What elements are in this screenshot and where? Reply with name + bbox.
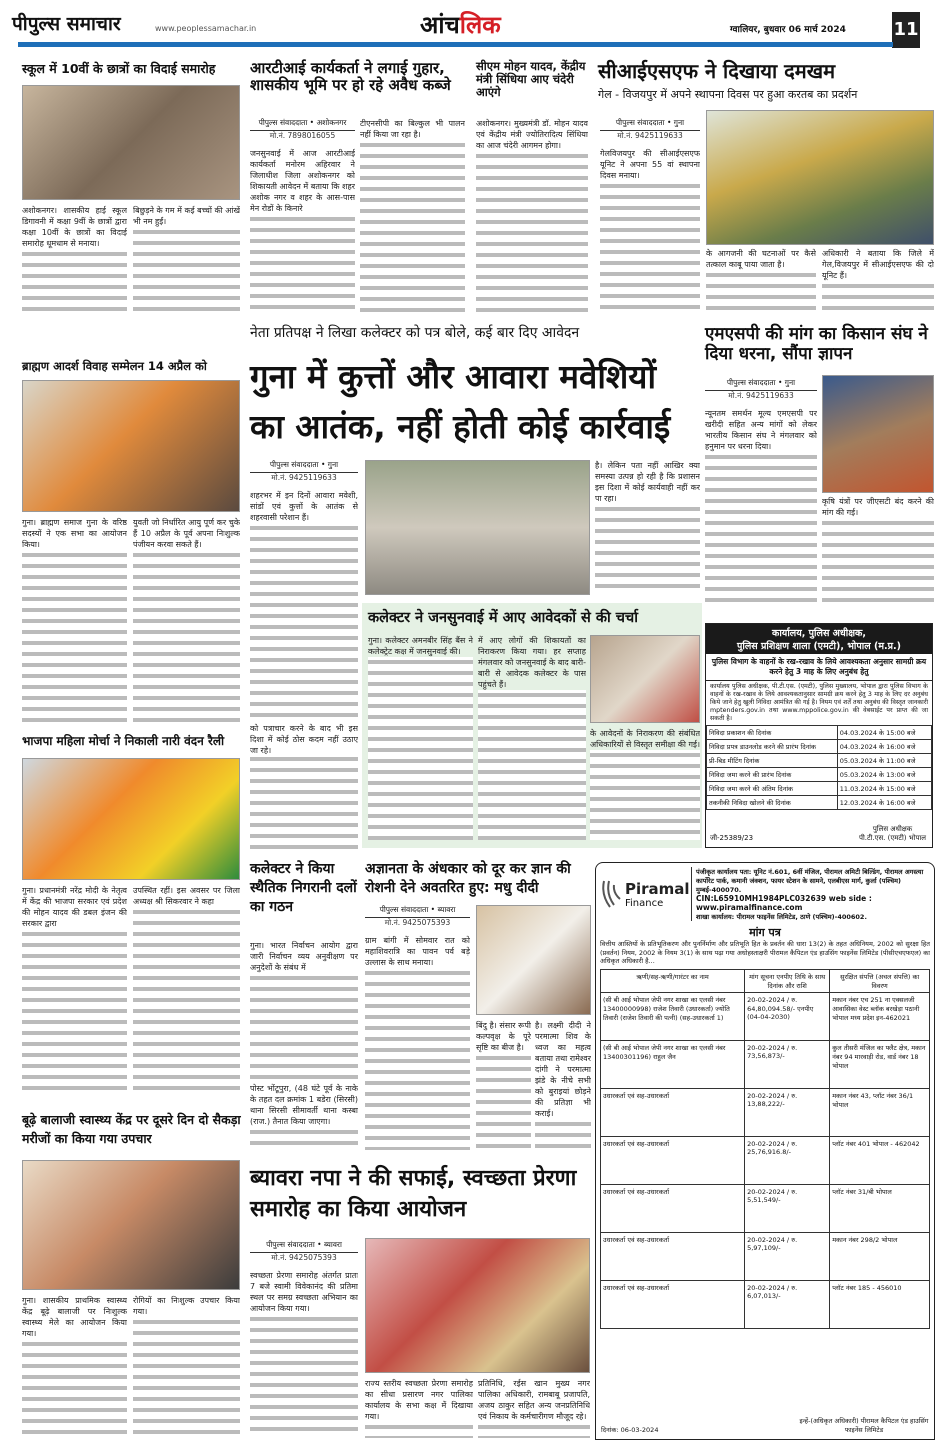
notice-intro: वित्तीय आस्तियों के प्रतिभूतिकरण और पुनर्निर्माण और प्रतिभूति हित के प्रवर्तन की धारा 13(2) के तहत अधिनियम, 2002 को सुरक्षा हित (प्रवर्तन) नियम, 2002 के नियम 3(1) के साथ पढ़ा गया अधोहस्ताक्षरी पीरामल कैपिटल एंड हाउसिंग फाइनेंस लिमिटेड (पीसीएचएफएल) का अधिकृत अधिकारी है... <box>600 940 930 965</box>
table-row <box>707 726 932 740</box>
registered-address: पंजीकृत कार्यालय पता: यूनिट नं.601, 6वीं मंजिल, पीरामल अमिटी बिल्डिंग, पीरामल अगस्त्या कार्पोरेट पार्क, कमानी जंक्शन, फायर स्टेशन के सामने, एलबीएस मार्ग, कुर्ला (पश्चिम) मुम्बई-400070. <box>696 868 924 894</box>
table-cell: प्री-बिड मीटिंग दिनांक <box>707 754 838 768</box>
notice-signature: इन्हें-(अधिकृत अधिकारी) पीरामल कैपिटल एंड हाउसिंग फाइनेंस लिमिटेड <box>799 1417 929 1434</box>
headline: सीएम मोहन यादव, केंद्रीय मंत्री सिंधिया आए चंदेरी आएंगे <box>476 59 586 100</box>
photo-brahman-meeting <box>22 380 240 512</box>
table-cell: उधारकर्ता एवं सह-उधारकर्ता <box>601 1088 745 1136</box>
table-cell: मकान नंबर 43, प्लॉट नंबर 36/1 भोपाल <box>830 1088 930 1136</box>
table-cell: प्लॉट नंबर 31/बी भोपाल <box>830 1184 930 1232</box>
photo-stray-cattle <box>365 460 590 595</box>
article-body: गुना। शासकीय प्राथमिक स्वास्थ्य केंद्र बूढ़े बालाजी पर निःशुल्क स्वास्थ्य मेले का आयोजन किया गया। <box>22 1295 127 1435</box>
piramal-logo <box>600 867 692 921</box>
tender-office-line: पुलिस प्रशिक्षण शाला (एमटी), भोपाल (म.प्र.) <box>737 641 901 652</box>
table-cell: निविदा प्रपत्र डाउनलोड करने की प्रारंभ दिनांक <box>707 740 838 754</box>
headline: सीआईएसएफ ने दिखाया दमखम <box>598 59 836 83</box>
phone: मो.नं. 9425075393 <box>271 1253 337 1262</box>
photo-collector-meeting <box>590 635 700 723</box>
headline: बूढ़े बालाजी स्वास्थ्य केंद्र पर दूसरे दिन दो सैकड़ा मरीजों का किया गया उपचार <box>22 1112 241 1146</box>
tender-office <box>706 624 932 654</box>
headline: अज्ञानता के अंधकार को दूर कर ज्ञान की रोशनी देने अवतरित हुए: मधु दीदी <box>365 861 571 896</box>
section-part-red: लिक <box>459 11 501 39</box>
article-body: गुना। भारत निर्वाचन आयोग द्वारा जारी निर्वाचन व्यय अनुवीक्षण पर अनुदेशों के संबंध में पोस्ट भोंटूपुरा, (48 घंटे पूर्व के नाके के तहत दल क्रमांक 1 बडेरा (सिरसी) थाना सिरसी सीमावर्ती थाना कस्बा (राज.) तैनात किया जाएगा। <box>250 940 358 1150</box>
headline: स्कूल में 10वीं के छात्रों का विदाई समारोह <box>22 61 216 76</box>
article-body: जनसुनवाई में आज आरटीआई कार्यकर्ता मनोरम अहिरवार ने जिलाधीश जिला अशोकनगर को शिकायती आवेदन में बताया कि शहर अशोक नगर व शहर के आस-पास मेन रोडों के किनारे <box>250 148 355 315</box>
brand-name: Piramal <box>625 879 690 898</box>
article-body: गुना। ब्राह्मण समाज गुना के वरिष्ठ सदस्यों ने एक सभा का आयोजन किया। <box>22 517 127 722</box>
photo-cisf-drill <box>706 110 934 245</box>
table-cell: 04.03.2024 के 15:00 बजे <box>837 726 931 740</box>
table-cell: (सी बी आई भोपाल जेपी नगर शाखा का एलसी नंबर 13400000998) राजेश तिवारी (उधारकर्ता) ज्योति तिवारी (राजेश तिवारी की पत्नी) (सह-उधारकर्ता 1) <box>601 992 745 1040</box>
table-cell: उधारकर्ता एवं सह-उधारकर्ता <box>601 1136 745 1184</box>
table-cell: मकान नंबर 298/2 भोपाल <box>830 1232 930 1280</box>
tender-ref: जी-25389/23 <box>710 834 754 842</box>
column-header: ऋणी/सह-ऋणी/गारंटर का नाम <box>601 969 745 992</box>
byline: पीपुल्स संवाददाता • गुना <box>600 118 700 131</box>
table-row <box>707 782 932 796</box>
table-cell: उधारकर्ता एवं सह-उधारकर्ता <box>601 1280 745 1328</box>
table-cell: 20-02-2024 / रु. 25,76,916.8/- <box>745 1136 830 1184</box>
section-part: आंच <box>420 11 460 39</box>
article-body: में आए लोगों की शिकायतों का निराकरण किया गया। हर सप्ताह मंगलवार को जनसुनवाई के बाद बारी-बारी से आवेदक कलेक्टर के पास पहुंचते हैं। <box>478 635 586 840</box>
table-row <box>601 1040 930 1088</box>
table-cell: 20-02-2024 / रु. 13,88,222/- <box>745 1088 830 1136</box>
article-body: स्वच्छता प्रेरणा समारोह अंतर्गत प्रातः 7 बजे स्वामी विवेकानंद की प्रतिमा स्थल पर समग्र स्वच्छता अभियान का आयोजन किया गया। <box>250 1270 358 1438</box>
table-cell: कुल तीसरी मंजिल का फ्लैट क्षेत्र, मकान नंबर 94 मारवाड़ी रोड, वार्ड नंबर 18 भोपाल <box>830 1040 930 1088</box>
table-cell: निविदा प्रकाशन की दिनांक <box>707 726 838 740</box>
masthead <box>0 0 945 48</box>
tender-body: कार्यालय पुलिस अधीक्षक, पी.टी.एस. (एमटी), पुलिस मुख्यालय, भोपाल द्वारा पुलिस विभाग के वाहनों के रख-रखाव के लिये आवश्यकतानुसार सामग्री क्रय करने हेतु 3 माह के लिए दर अनुबंध किये जाने हेतु खुली निविदा आमंत्रित की गई है। नियम एवं शर्तें तथा अनुबंध की विस्तृत जानकारी mptenders.gov.in तथा www.mppolice.gov.in की वेबसाईट पर प्राप्त की जा सकती है। <box>710 683 928 722</box>
headline: ब्राह्मण आदर्श विवाह सम्मेलन 14 अप्रैल को <box>22 359 207 373</box>
table-cell: 05.03.2024 के 11:00 बजे <box>837 754 931 768</box>
table-cell: निविदा जमा करने की अंतिम दिनांक <box>707 782 838 796</box>
piramal-demand-notice <box>595 862 935 1440</box>
article-body: गुना। प्रधानमंत्री नरेंद्र मोदी के नेतृत्व में केंद्र की भाजपा सरकार एवं प्रदेश की मोहन यादव की डबल इंजन की सरकार द्वारा <box>22 885 127 1090</box>
phone: मो.नं. 9425119633 <box>271 473 337 482</box>
column-header: मांग सूचना एनपीए तिथि के साथ दिनांक और राशि <box>745 969 830 992</box>
table-cell: 20-02-2024 / रु. 73,56,873/- <box>745 1040 830 1088</box>
page-number: 11 <box>892 12 920 48</box>
tender-dates-table <box>706 725 932 810</box>
headline: भाजपा महिला मोर्चा ने निकाली नारी वंदन रैली <box>22 734 225 748</box>
newspaper-logo: पीपुल्स समाचार <box>12 13 121 35</box>
lead-headline: गुना में कुत्तों और आवारा मवेशियों का आतंक, नहीं होती कोई कार्रवाई <box>250 357 671 446</box>
table-cell: 20-02-2024 / रु. 64,80,094.58/- एनपीए (04-04-2030) <box>745 992 830 1040</box>
photo-students <box>22 85 240 200</box>
headline: आरटीआई कार्यकर्ता ने लगाई गुहार, शासकीय भूमि पर हो रहे अवैध कब्जे <box>250 59 451 95</box>
tender-office-line: कार्यालय, पुलिस अधीक्षक, <box>772 628 866 639</box>
kicker: नेता प्रतिपक्ष ने लिखा कलेक्टर को पत्र बोले, कई बार दिए आवेदन <box>250 325 580 341</box>
signatory-office: पी.टी.एस. (एमटी) भोपाल <box>859 834 926 842</box>
website: www.peoplessamachar.in <box>155 24 257 33</box>
piramal-logo-icon <box>600 879 622 909</box>
column-header: सुरक्षित संपत्ति (अचल संपत्ति) का विवरण <box>830 969 930 992</box>
phone: मो.नं. 7898016055 <box>269 131 336 140</box>
table-row <box>707 796 932 810</box>
signatory-title: पुलिस अधीक्षक <box>872 825 913 833</box>
table-cell: उधारकर्ता एवं सह-उधारकर्ता <box>601 1232 745 1280</box>
table-cell: तकनीकी निविदा खोलने की दिनांक <box>707 796 838 810</box>
article-body: के आगजनी की घटनाओं पर कैसे तत्काल काबू पाया जाता है। <box>706 248 816 315</box>
table-cell: 05.03.2024 के 13:00 बजे <box>837 768 931 782</box>
table-row <box>707 740 932 754</box>
table-cell: प्लॉट नंबर 401 भोपाल - 462042 <box>830 1136 930 1184</box>
tender-signature <box>859 825 926 843</box>
headline: एमएसपी की मांग का किसान संघ ने दिया धरना, सौंपा ज्ञापन <box>705 324 928 364</box>
table-cell: 20-02-2024 / रु. 5,97,109/- <box>745 1232 830 1280</box>
blue-rule <box>18 42 893 47</box>
table-row <box>601 992 930 1040</box>
table-row <box>601 1136 930 1184</box>
table-cell: उधारकर्ता एवं सह-उधारकर्ता <box>601 1184 745 1232</box>
photo-farmers-protest <box>822 375 934 493</box>
headline: कलेक्टर ने किया स्थैतिक निगरानी दलों का गठन <box>250 861 357 915</box>
brand-sub: Finance <box>625 897 664 909</box>
table-cell: (सी बी आई भोपाल जेपी नगर शाखा का एलसी नंबर 13400301196) राहुल जैन <box>601 1040 745 1088</box>
article-body: अधिकारी ने बताया कि जिले में गेल,विजयपुर में सीआईएसएफ की दो यूनिट हैं। <box>822 248 934 315</box>
article-body: ग्राम बांगी में सोमवार रात को महाशिवरात्रि का पावन पर्व बड़े उल्लास के साथ मनाया। <box>365 935 470 1150</box>
table-cell: मकान नंबर एच 251 ना एक्सलजी आवासिका वेस्ट ब्लॉक बरखेड़ा पठानी भोपाल मध्य प्रदेश इन-462021 <box>830 992 930 1040</box>
photo-health-camp <box>22 1160 240 1290</box>
article-body: उपस्थित रहीं। इस अवसर पर जिला अध्यक्ष श्री सिकरवार ने कहा <box>133 885 240 1090</box>
table-row <box>707 768 932 782</box>
article-body: युवती जो निर्धारित आयु पूर्ण कर चुके हैं 10 अप्रैल के पूर्व अपना निःशुल्क पंजीयन करवा सकते हैं। <box>133 517 240 722</box>
police-tender-notice <box>705 623 933 848</box>
table-cell: 04.03.2024 के 16:00 बजे <box>837 740 931 754</box>
table-cell: 11.03.2024 के 15:00 बजे <box>837 782 931 796</box>
article-body: गुना। कलेक्टर अमनबीर सिंह बैंस ने कलेक्ट्रेट कक्ष में जनसुनवाई की। <box>368 635 473 840</box>
table-cell: प्लॉट नंबर 185 - 456010 <box>830 1280 930 1328</box>
demand-table <box>600 969 930 1329</box>
article-body: बिछुड़ने के गम में कई बच्चों की आंखें भी नम हुईं। <box>133 205 240 315</box>
table-row <box>601 1280 930 1328</box>
table-row <box>601 1232 930 1280</box>
photo-nari-vandan-rally <box>22 758 240 880</box>
article-body: बिंदु है। संसार रूपी कल्पवृक्ष के पूरे सृष्टि का बीज है। <box>476 1020 531 1150</box>
notice-title: मांग पत्र <box>749 926 781 939</box>
photo-swachhta-event <box>365 1238 590 1373</box>
article-body: न्यूनतम समर्थन मूल्य एमएसपी पर खरीदी सहित अन्य मांगों को लेकर भारतीय किसान संघ ने मंगलवार को हनुमान पर धरना दिया। <box>705 408 817 608</box>
article-body: अशोकनगर। शासकीय हाई स्कूल डिगावनी में कक्षा 9वीं के छात्रों द्वारा कक्षा 10वीं के छात्रों का विदाई समारोह धूमधाम से मनाया। <box>22 205 127 315</box>
table-row <box>601 1088 930 1136</box>
article-body: कृषि यंत्रों पर जीएसटी बंद करने की मांग की गई। <box>822 496 934 608</box>
table-cell: 20-02-2024 / रु. 5,51,549/- <box>745 1184 830 1232</box>
piramal-header <box>596 863 934 925</box>
table-row <box>601 1184 930 1232</box>
article-body: टीएनसीपी का बिल्कुल भी पालन नहीं किया जा रहा है। <box>360 118 465 315</box>
article-body: है। लक्ष्मी दीदी ने परमात्मा शिव के ध्वज का महत्व बताया तथा रामेश्वर दांगी ने परमात्मा झंडे के नीचे सभी को बुराइयां छोड़ने की प्रतिज्ञा भी कराई। <box>535 1020 591 1150</box>
byline: पीपुल्स संवाददाता • ब्यावरा <box>365 905 470 918</box>
table-row <box>707 754 932 768</box>
article-body: प्रतिनिधि, रईस खान मुख्य नगर पालिका अधिकारी, रामबाबू प्रजापति, अजय ठाकुर सहित अन्य जनप्रतिनिधि एवं निकाय के कर्मचारीगण मौजूद रहे। <box>478 1378 590 1438</box>
phone: मो.नं. 9425119633 <box>728 391 794 400</box>
tender-subject: पुलिस विभाग के वाहनों के रख-रखाव के लिये आवश्यकता अनुसार सामग्री क्रय करने हेतु 3 माह के लिए अनुबंध हेतु <box>706 654 932 681</box>
article-body: राज्य स्तरीय स्वच्छता प्रेरणा समारोह का सीधा प्रसारण नगर पालिका कार्यालय के सभा कक्ष में दिखाया गया। <box>365 1378 473 1438</box>
byline: पीपुल्स संवाददाता • गुना <box>250 460 358 473</box>
article-body: के आवेदनों के निराकरण की संबंधित अधिकारियों से विस्तृत समीक्षा की गई। <box>590 728 700 840</box>
byline: पीपुल्स संवाददाता • गुना <box>705 378 817 391</box>
byline: पीपुल्स संवाददाता • ब्यावरा <box>250 1240 358 1253</box>
table-cell: निविदा जमा करने की प्रारंभ दिनांक <box>707 768 838 782</box>
dateline: ग्वालियर, बुधवार 06 मार्च 2024 <box>730 25 846 35</box>
photo-shivratri <box>476 905 591 1015</box>
byline: पीपुल्स संवाददाता • अशोकनगर <box>250 118 355 131</box>
branch-address: शाखा कार्यालय: पीरामल फाइनेंस लिमिटेड, ठाणे (पश्चिम)-400602. <box>696 913 867 921</box>
headline: ब्यावरा नपा ने की सफाई, स्वच्छता प्रेरणा समारोह का किया आयोजन <box>250 1166 577 1222</box>
phone: मो.नं. 9425075393 <box>384 918 451 927</box>
table-cell: 12.03.2024 के 16:00 बजे <box>837 796 931 810</box>
phone: मो.नं. 9425119633 <box>617 131 683 140</box>
section-title <box>420 12 501 40</box>
cin-website: CIN:L65910MH1984PLC032639 web side : www.piramalfinance.com <box>696 894 872 912</box>
article-body: गेलविजयपुर की सीआईएसएफ यूनिट ने अपना 55 वां स्थापना दिवस मनाया। <box>600 148 700 315</box>
article-body: रोगियों का निःशुल्क उपचार किया गया। <box>133 1295 240 1435</box>
article-body: अशोकनगर। मुख्यमंत्री डॉ. मोहन यादव एवं केंद्रीय मंत्री ज्योतिरादित्य सिंधिया का आज चंदेरी आगमन होगा। <box>476 118 588 315</box>
table-header <box>601 969 930 992</box>
notice-date: दिनांक: 06-03-2024 <box>601 1426 659 1434</box>
article-body: शहरभर में इन दिनों आवारा मवेशी, सांडों एवं कुत्तों के आतंक से शहरवासी परेशान हैं। को पत्राचार करने के बाद भी इस दिशा में कोई ठोस कदम नहीं उठाए जा रहे। <box>250 490 358 850</box>
headline: कलेक्टर ने जनसुनवाई में आए आवेदकों से की चर्चा <box>368 610 638 626</box>
table-cell: 20-02-2024 / रु. 6,07,013/- <box>745 1280 830 1328</box>
subheadline: गेल - विजयपुर में अपने स्थापना दिवस पर हुआ करतब का प्रदर्शन <box>598 88 858 101</box>
article-body: है। लेकिन पता नहीं आखिर क्या समस्या उत्पन्न हो रही है कि प्रशासन इस दिशा में कोई कार्यवाही नहीं कर पा रहा। <box>595 460 700 595</box>
